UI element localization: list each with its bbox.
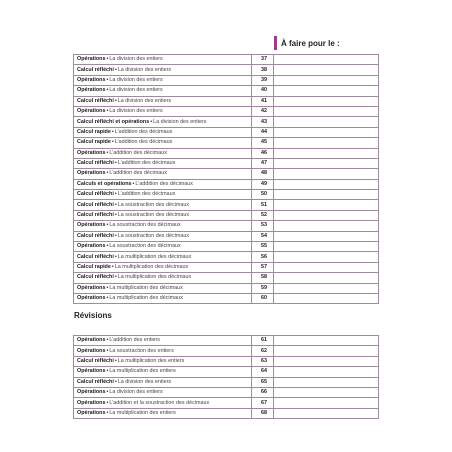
- exercise-title-cell: [74, 127, 252, 137]
- page-number-cell: 68: [252, 408, 274, 418]
- page-number-cell: 58: [252, 273, 274, 283]
- table-row: [74, 242, 379, 252]
- page-number-cell: 59: [252, 283, 274, 293]
- exercise-topic: La soustraction des entiers: [109, 347, 174, 354]
- table-row: [74, 117, 379, 127]
- exercise-title-cell: [74, 346, 252, 356]
- page-number-cell: 52: [252, 210, 274, 220]
- exercise-category: Opérations: [77, 108, 106, 115]
- table-row: [74, 179, 379, 189]
- table-row: [74, 169, 379, 179]
- bullet-separator: •: [114, 201, 117, 208]
- table-row: [74, 377, 379, 387]
- exercise-category: Calcul réfléchi: [77, 378, 114, 385]
- exercise-topic: La division des entiers: [109, 56, 163, 63]
- exercise-topic: L’addition et la soustraction des décimaux: [109, 399, 210, 406]
- due-date-cell[interactable]: [274, 86, 379, 96]
- exercise-title-cell: [74, 336, 252, 346]
- table-row: [74, 398, 379, 408]
- exercise-title-cell: [74, 65, 252, 75]
- bullet-separator: •: [114, 253, 117, 260]
- due-date-cell[interactable]: [274, 169, 379, 179]
- exercise-category: Opérations: [77, 56, 106, 63]
- exercise-category: Opérations: [77, 295, 106, 302]
- page-number-cell: 42: [252, 106, 274, 116]
- due-date-cell[interactable]: [274, 387, 379, 397]
- bullet-separator: •: [106, 170, 109, 177]
- due-date-cell[interactable]: [274, 273, 379, 283]
- exercise-topic: L’addition des décimaux: [114, 139, 173, 146]
- exercise-category: Calcul réfléchi: [77, 232, 114, 239]
- exercise-title-cell: [74, 138, 252, 148]
- table-row: [74, 138, 379, 148]
- bullet-separator: •: [132, 180, 135, 187]
- exercise-topic: L’addition des décimaux: [114, 128, 173, 135]
- exercise-category: Calcul rapide: [77, 264, 111, 270]
- exercise-category: Opérations: [77, 399, 106, 406]
- due-date-cell[interactable]: [274, 138, 379, 148]
- table-row: [74, 387, 379, 397]
- bullet-separator: •: [114, 232, 117, 239]
- exercise-category: Calcul réfléchi: [77, 274, 114, 281]
- exercise-title-cell: [74, 377, 252, 387]
- exercise-category: Opérations: [77, 347, 106, 354]
- exercise-title-cell: [74, 242, 252, 252]
- bullet-separator: •: [106, 222, 109, 229]
- due-date-cell[interactable]: [274, 210, 379, 220]
- bullet-separator: •: [114, 97, 117, 104]
- due-date-cell[interactable]: [274, 65, 379, 75]
- exercise-title-cell: [74, 200, 252, 210]
- page-number-cell: 61: [252, 336, 274, 346]
- bullet-separator: •: [111, 139, 114, 146]
- exercise-category: Opérations: [77, 76, 106, 83]
- page-number-cell: 65: [252, 377, 274, 387]
- exercise-topic: La soustraction des décimaux: [109, 222, 181, 229]
- table-row: [74, 252, 379, 262]
- page-number-cell: 40: [252, 86, 274, 96]
- exercise-topic: La division des entiers: [109, 76, 163, 83]
- due-date-cell[interactable]: [274, 221, 379, 231]
- exercise-topic: La multiplication des entiers: [109, 409, 176, 416]
- due-date-header: [274, 36, 340, 50]
- exercise-category: Calcul rapide: [77, 139, 111, 146]
- exercise-category: Opérations: [77, 243, 106, 250]
- exercise-topic: La multiplication des décimaux: [114, 264, 189, 270]
- due-date-cell[interactable]: [274, 148, 379, 158]
- bullet-separator: •: [106, 389, 109, 396]
- exercise-category: Opérations: [77, 170, 106, 177]
- table-row: [74, 293, 379, 303]
- bullet-separator: •: [106, 243, 109, 250]
- exercise-category: Opérations: [77, 368, 106, 375]
- table-row: [74, 336, 379, 346]
- exercise-category: Opérations: [77, 389, 106, 396]
- exercise-category: Calcul réfléchi: [77, 160, 114, 167]
- exercise-topic: La division des entiers: [109, 108, 163, 115]
- exercise-category: Calcul réfléchi: [77, 253, 114, 260]
- due-date-cell[interactable]: [274, 96, 379, 106]
- page-number-cell: 54: [252, 231, 274, 241]
- table-row: [74, 75, 379, 85]
- page-number-cell: 55: [252, 242, 274, 252]
- due-date-cell[interactable]: [274, 75, 379, 85]
- bullet-separator: •: [106, 149, 109, 156]
- exercise-title-cell: [74, 117, 252, 127]
- exercise-topic: L’addition des décimaux: [117, 160, 176, 167]
- exercise-title-cell: [74, 169, 252, 179]
- page-number-cell: 57: [252, 262, 274, 272]
- bullet-separator: •: [106, 87, 109, 94]
- table-row: [74, 408, 379, 418]
- exercise-topic: La soustraction des décimaux: [117, 201, 190, 208]
- page-number-cell: 49: [252, 179, 274, 189]
- bullet-separator: •: [111, 128, 114, 135]
- bullet-separator: •: [106, 56, 109, 63]
- exercise-category: Opérations: [77, 87, 106, 94]
- exercise-title-cell: [74, 221, 252, 231]
- exercise-category: Calcul réfléchi et opérations: [77, 118, 150, 125]
- page-number-cell: 48: [252, 169, 274, 179]
- due-date-cell[interactable]: [274, 190, 379, 200]
- bullet-separator: •: [114, 357, 117, 364]
- table-row: [74, 86, 379, 96]
- page-number-cell: 39: [252, 75, 274, 85]
- due-date-cell[interactable]: [274, 336, 379, 346]
- table-row: [74, 158, 379, 168]
- page-number-cell: 51: [252, 200, 274, 210]
- page-number-cell: 46: [252, 148, 274, 158]
- due-date-label: À faire pour le :: [281, 38, 340, 48]
- due-date-cell[interactable]: [274, 356, 379, 366]
- page-number-cell: 64: [252, 367, 274, 377]
- exercise-title-cell: [74, 273, 252, 283]
- table-row: [74, 231, 379, 241]
- due-date-cell[interactable]: [274, 179, 379, 189]
- due-date-cell[interactable]: [274, 200, 379, 210]
- exercise-title-cell: [74, 398, 252, 408]
- due-date-cell[interactable]: [274, 262, 379, 272]
- page-number-cell: 63: [252, 356, 274, 366]
- exercise-title-cell: [74, 96, 252, 106]
- table-row: [74, 273, 379, 283]
- exercise-title-cell: [74, 158, 252, 168]
- table-row: [74, 367, 379, 377]
- due-date-cell[interactable]: [274, 231, 379, 241]
- due-date-cell[interactable]: [274, 106, 379, 116]
- page-number-cell: 53: [252, 221, 274, 231]
- exercise-category: Calculs et opérations: [77, 180, 132, 187]
- exercise-title-cell: [74, 356, 252, 366]
- table-row: [74, 65, 379, 75]
- table-row: [74, 210, 379, 220]
- exercise-category: Opérations: [77, 284, 106, 291]
- exercise-title-cell: [74, 106, 252, 116]
- bullet-separator: •: [114, 378, 117, 385]
- exercise-title-cell: [74, 408, 252, 418]
- page-number-cell: 44: [252, 127, 274, 137]
- bullet-separator: •: [114, 160, 117, 167]
- exercise-category: Opérations: [77, 409, 106, 416]
- exercise-topic: L’addition des décimaux: [109, 170, 167, 177]
- exercise-topic: La soustraction des décimaux: [109, 243, 181, 250]
- exercise-topic: La soustraction des décimaux: [117, 212, 190, 219]
- page-number-cell: 45: [252, 138, 274, 148]
- page-number-cell: 60: [252, 293, 274, 303]
- due-date-cell[interactable]: [274, 293, 379, 303]
- exercise-category: Calcul réfléchi: [77, 357, 114, 364]
- table-row: [74, 356, 379, 366]
- exercise-topic: La multiplication des décimaux: [109, 284, 183, 291]
- table-row: [74, 200, 379, 210]
- exercise-title-cell: [74, 387, 252, 397]
- bullet-separator: •: [106, 409, 109, 416]
- exercise-topic: La division des entiers: [117, 66, 172, 73]
- page-number-cell: 67: [252, 398, 274, 408]
- exercise-category: Calcul réfléchi: [77, 201, 114, 208]
- exercise-topic: L’addition des décimaux: [135, 180, 193, 187]
- bullet-separator: •: [106, 295, 109, 302]
- revisions-title: Révisions: [74, 311, 112, 320]
- due-date-cell[interactable]: [274, 367, 379, 377]
- exercise-category: Calcul rapide: [77, 128, 111, 135]
- exercise-title-cell: [74, 55, 252, 65]
- exercise-category: Calcul réfléchi: [77, 191, 114, 198]
- exercise-category: Opérations: [77, 337, 106, 344]
- due-date-cell[interactable]: [274, 408, 379, 418]
- due-date-cell[interactable]: [274, 283, 379, 293]
- bullet-separator: •: [114, 274, 117, 281]
- page-number-cell: 62: [252, 346, 274, 356]
- exercise-topic: La multiplication des décimaux: [117, 274, 192, 281]
- due-date-cell[interactable]: [274, 252, 379, 262]
- due-date-cell[interactable]: [274, 242, 379, 252]
- table-row: [74, 106, 379, 116]
- exercise-title-cell: [74, 148, 252, 158]
- table-row: [74, 283, 379, 293]
- page-number-cell: 37: [252, 55, 274, 65]
- page-number-cell: 43: [252, 117, 274, 127]
- exercise-table: [73, 54, 379, 304]
- exercise-category: Calcul réfléchi: [77, 97, 114, 104]
- exercise-topic: La multiplication des entiers: [109, 368, 176, 375]
- exercise-title-cell: [74, 179, 252, 189]
- due-date-cell[interactable]: [274, 127, 379, 137]
- due-date-cell[interactable]: [274, 346, 379, 356]
- page-number-cell: 66: [252, 387, 274, 397]
- exercise-topic: L’addition des décimaux: [117, 191, 176, 198]
- page-number-cell: 38: [252, 65, 274, 75]
- due-date-cell[interactable]: [274, 377, 379, 387]
- due-date-cell[interactable]: [274, 398, 379, 408]
- table-row: [74, 96, 379, 106]
- exercise-topic: L’addition des entiers: [109, 337, 161, 344]
- bullet-separator: •: [150, 118, 153, 125]
- bullet-separator: •: [106, 76, 109, 83]
- page-number-cell: 47: [252, 158, 274, 168]
- due-date-cell[interactable]: [274, 55, 379, 65]
- bullet-separator: •: [111, 264, 114, 270]
- exercise-category: Calcul réfléchi: [77, 66, 114, 73]
- exercise-topic: La division des entiers: [153, 118, 207, 125]
- exercise-topic: La multiplication des décimaux: [117, 253, 192, 260]
- exercise-title-cell: [74, 190, 252, 200]
- exercise-topic: La division des entiers: [117, 97, 172, 104]
- exercise-topic: La multiplication des entiers: [117, 357, 185, 364]
- table-row: [74, 262, 379, 272]
- table-row: [74, 55, 379, 65]
- exercise-title-cell: [74, 367, 252, 377]
- bullet-separator: •: [114, 66, 117, 73]
- bullet-separator: •: [106, 399, 109, 406]
- bullet-separator: •: [106, 284, 109, 291]
- due-date-cell[interactable]: [274, 117, 379, 127]
- bullet-separator: •: [106, 347, 109, 354]
- due-date-cell[interactable]: [274, 158, 379, 168]
- exercise-title-cell: [74, 86, 252, 96]
- table-row: [74, 148, 379, 158]
- exercise-title-cell: [74, 75, 252, 85]
- exercise-topic: L’addition des décimaux: [109, 149, 167, 156]
- exercise-topic: La division des entiers: [117, 378, 172, 385]
- exercise-category: Opérations: [77, 149, 106, 156]
- page-number-cell: 41: [252, 96, 274, 106]
- exercise-topic: La division des entiers: [109, 389, 163, 396]
- exercise-title-cell: [74, 252, 252, 262]
- header-accent-bar: [274, 36, 277, 50]
- exercise-topic: La soustraction des décimaux: [117, 232, 190, 239]
- exercise-category: Calcul réfléchi: [77, 212, 114, 219]
- exercise-title-cell: [74, 283, 252, 293]
- exercise-title-cell: [74, 293, 252, 303]
- exercise-title-cell: [74, 262, 252, 272]
- bullet-separator: •: [114, 212, 117, 219]
- table-row: [74, 190, 379, 200]
- bullet-separator: •: [106, 108, 109, 115]
- exercise-topic: La division des entiers: [109, 87, 163, 94]
- revisions-table: [73, 335, 379, 419]
- exercise-category: Opérations: [77, 222, 106, 229]
- exercise-title-cell: [74, 231, 252, 241]
- exercise-topic: La multiplication des décimaux: [109, 295, 183, 302]
- page-number-cell: 56: [252, 252, 274, 262]
- bullet-separator: •: [114, 191, 117, 198]
- page-number-cell: 50: [252, 190, 274, 200]
- table-row: [74, 127, 379, 137]
- exercise-title-cell: [74, 210, 252, 220]
- bullet-separator: •: [106, 368, 109, 375]
- table-row: [74, 346, 379, 356]
- bullet-separator: •: [106, 337, 109, 344]
- table-row: [74, 221, 379, 231]
